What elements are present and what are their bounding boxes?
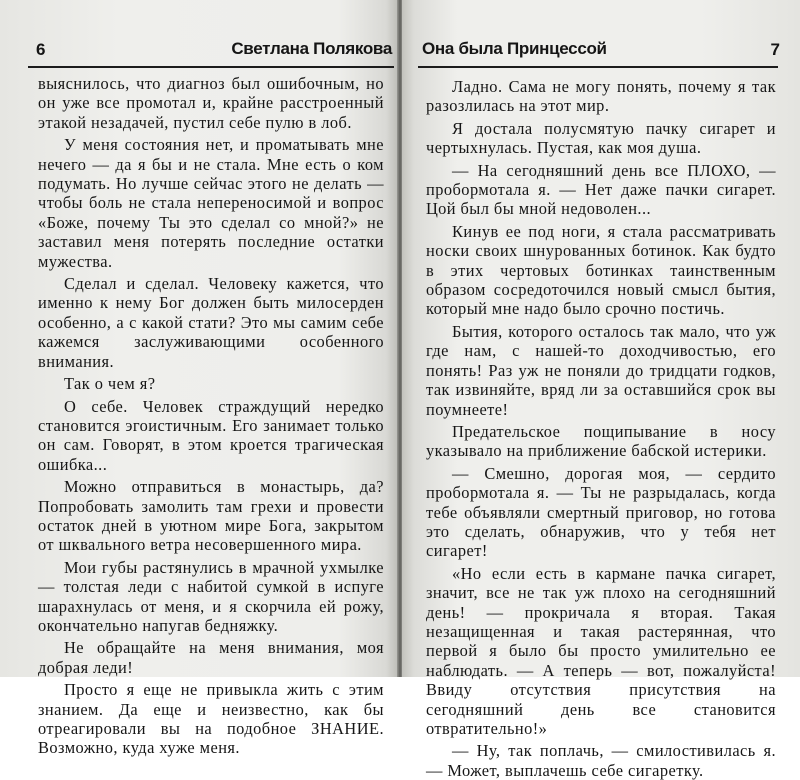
paragraph: О себе. Человек страждущий нередко становится эгоистичным. Его занимает только он сам. Говорят, в этом кроется трагическая ошибка... [38,396,384,474]
paragraph: — Смешно, дорогая моя, — сердито пробормотала я. — Ты не разрыдалась, когда тебе объявляли смертный приговор, но готова это сделать, обнаружив, что у тебя нет сигарет! [426,463,776,561]
right-body-text [426,74,776,780]
paragraph: выяснилось, что диагноз был ошибочным, но он уже все промотал и, крайне расстроенный этакой незадачей, пустил себе пулю в лоб. [38,74,384,132]
left-running-head: Светлана Полякова [231,39,392,58]
paragraph: Предательское пощипывание в носу указывало на приближение бабской истерики. [426,421,776,461]
paragraph: «Но если есть в кармане пачка сигарет, значит, все не так уж плохо на сегодняшний день! — прокричала я вторая. Такая незащищенная и такая растерянная, что первой я было бы просто умилительно ее наблюдать. — А теперь — вот, пожалуйста! Ввиду отсутствия присутствия на сегодняшний день все становится отвратительно!» [426,563,776,738]
paragraph: Так о чем я? [64,374,156,394]
paragraph: Ладно. Сама не могу понять, почему я так разозлилась на этот мир. [426,77,776,116]
paragraph: Можно отправиться в монастырь, да? Попробовать замолить там грехи и провести остаток дней в уютном мире Бога, закрытом от шквального ветра несовершенного мира. [38,477,384,555]
paragraph: Бытия, которого осталось так мало, что уж где нам, с нашей-то доходчивостью, его понять! Раз уж не поняли до тридцати годков, так извиняйте, вряд ли за оставшийся срок вы поумнеете! [426,321,776,419]
left-page-number: 6 [36,40,46,59]
right-page-number: 7 [770,40,780,59]
right-running-head: Она была Принцессой [422,39,607,58]
paragraph: — Ну, так поплачь, — смилостивилась я. — Может, выплачешь себе сигаретку. [426,741,776,780]
right-page [402,0,800,780]
left-page-header [28,39,392,66]
paragraph: Мои губы растянулись в мрачной ухмылке — толстая леди с набитой сумкой в испуге шарахнулась от меня, и я скорчила ей рожу, окончательно напугав бедняжку. [38,557,384,635]
paragraph: Кинув ее под ноги, я стала рассматривать носки своих шнурованных ботинок. Как будто в этих чертовых ботинках таинственным образом сосредоточился новый смысл бытия, который мне надо было срочно постичь. [426,221,776,319]
paragraph: — На сегодняшний день все ПЛОХО, — пробормотала я. — Нет даже пачки сигарет. Цой был бы мной недоволен... [426,160,776,219]
paragraph: У меня состояния нет, и проматывать мне нечего — да я бы и не стала. Мне есть о ком подумать. Но лучше сейчас этого не делать — чтобы боль не стала непереносимой и вопрос «Боже, почему Ты это сделал со мной?» не заставил меня потерять последние остатки мужества. [38,135,384,271]
left-page [0,0,398,758]
left-body-text [38,74,384,758]
paragraph: Сделал и сделал. Человеку кажется, что именно к нему Бог должен быть милосерден особенно, а с какой стати? Это мы самим себе кажемся заслуживающими особенного внимания. [38,274,384,371]
right-header-rule [418,66,778,68]
paragraph: Я достала полусмятую пачку сигарет и чертыхнулась. Пустая, как моя душа. [426,118,776,158]
right-page-header [422,39,780,66]
paragraph: Не обращайте на меня внимания, моя добрая леди! [38,638,384,677]
paragraph: Просто я еще не привыкла жить с этим знанием. Да еще и неизвестно, как бы отреагировали вы на подобное ЗНАНИЕ. Возможно, куда хуже меня. [38,680,384,758]
left-header-rule [28,66,394,68]
